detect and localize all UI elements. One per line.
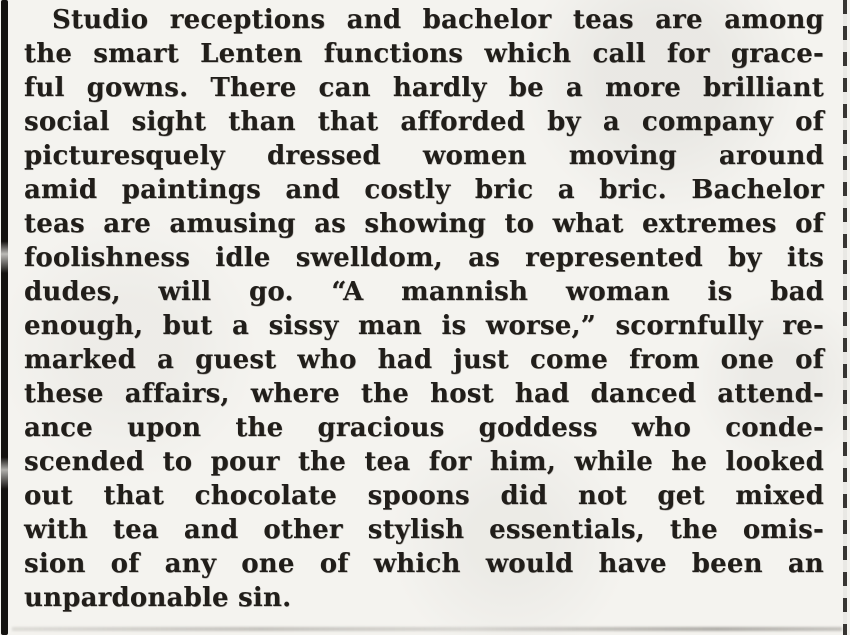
column-rule-left	[1, 0, 8, 635]
text-line: amid paintings and costly bric a bric. Bachelor	[24, 175, 824, 205]
text-line: unpardonable sin.	[24, 583, 292, 613]
text-line: scended to pour the tea for him, while he looked	[24, 447, 824, 477]
text-line: marked a guest who had just come from one of	[24, 345, 824, 375]
text-line: teas are amusing as showing to what extremes of	[24, 209, 824, 239]
text-line: with tea and other stylish essentials, the omis-	[24, 515, 824, 545]
text-line: the smart Lenten functions which call for grace-	[24, 39, 824, 69]
text-line: enough, but a sissy man is worse,” scornfully re-	[24, 311, 824, 341]
text-line: Studio receptions and bachelor teas are among	[52, 5, 824, 35]
text-line: these affairs, where the host had danced attend-	[24, 379, 824, 409]
bottom-rule-smudge	[12, 627, 842, 631]
article-text-column	[24, 3, 824, 615]
text-line: picturesquely dressed women moving around	[24, 141, 824, 171]
column-rule-right	[843, 0, 847, 635]
text-line: social sight than that afforded by a company of	[24, 107, 824, 137]
text-line: foolishness idle swelldom, as represented by its	[24, 243, 824, 273]
text-line: out that chocolate spoons did not get mixed	[24, 481, 824, 511]
text-line: sion of any one of which would have been an	[24, 549, 824, 579]
text-line: ance upon the gracious goddess who conde-	[24, 413, 824, 443]
text-line: dudes, will go. “A mannish woman is bad	[24, 277, 824, 307]
text-line: ful gowns. There can hardly be a more brilliant	[24, 73, 824, 103]
